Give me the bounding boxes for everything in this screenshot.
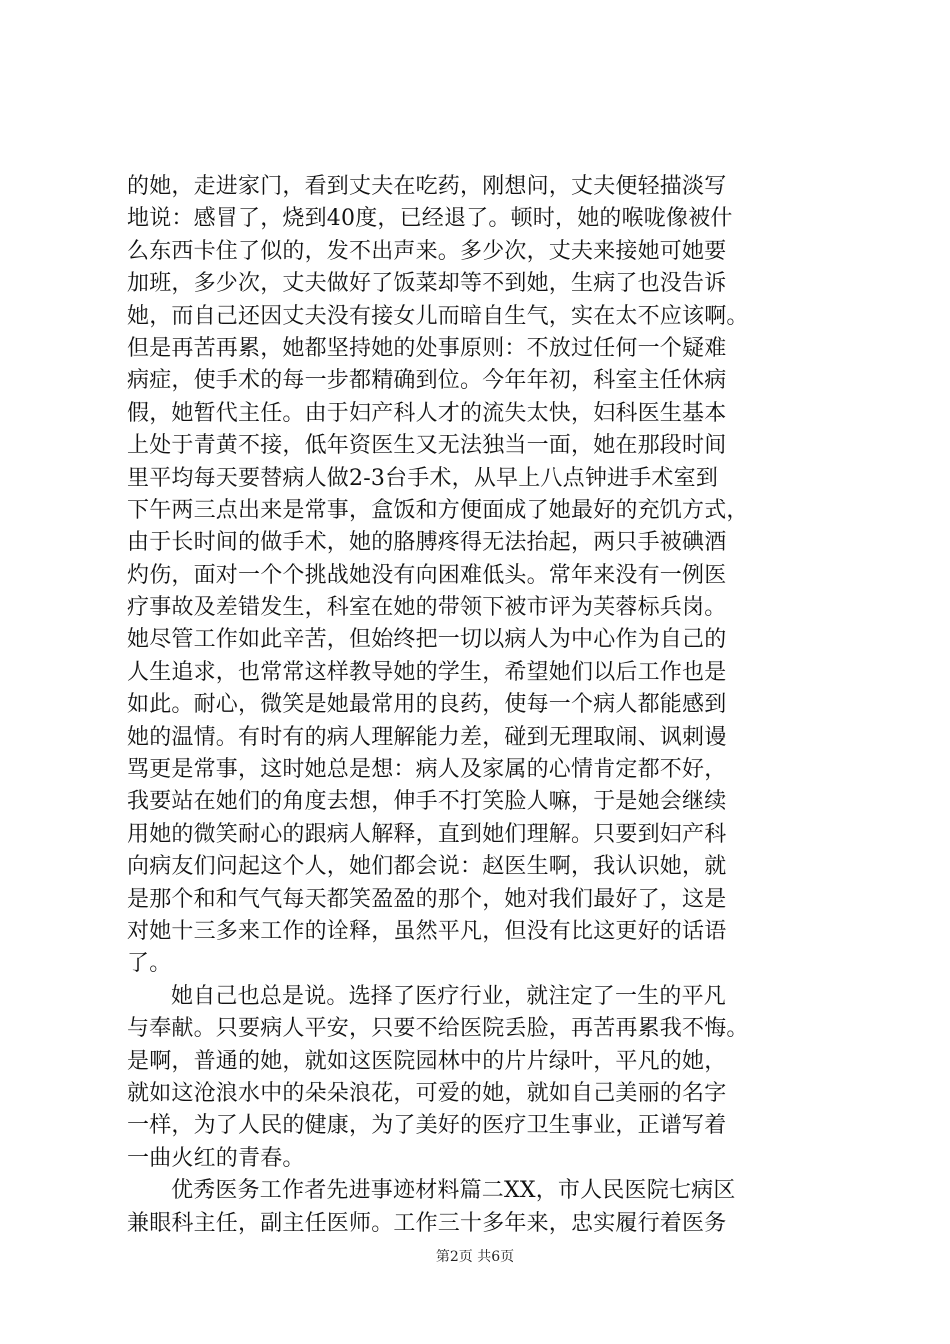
page-number-footer: 第2页 共6页 xyxy=(435,1249,515,1265)
text-line: 她尽管工作如此辛苦，但始终把一切以病人为中心作为自己的 xyxy=(127,627,727,653)
paragraph-start-line: 优秀医务工作者先进事迹材料篇二XX，市人民医院七病区 xyxy=(171,1178,736,1204)
text-line: 了。 xyxy=(127,951,172,977)
text-line: 是啊，普通的她，就如这医院园林中的片片绿叶，平凡的她， xyxy=(127,1048,727,1074)
text-line: 里平均每天要替病人做2-3台手术，从早上八点钟进手术室到 xyxy=(127,465,719,491)
text-line: 用她的微笑耐心的跟病人解释，直到她们理解。只要到妇产科 xyxy=(127,821,727,847)
text-line: 兼眼科主任，副主任医师。工作三十多年来，忠实履行着医务 xyxy=(127,1210,727,1236)
text-line: 加班，多少次，丈夫做好了饭菜却等不到她，生病了也没告诉 xyxy=(127,271,727,297)
text-line: 的她，走进家门，看到丈夫在吃药，刚想问，丈夫便轻描淡写 xyxy=(127,174,727,199)
text-line: 灼伤，面对一个个挑战她没有向困难低头。常年来没有一例医 xyxy=(127,562,727,588)
text-line: 下午两三点出来是常事，盒饭和方便面成了她最好的充饥方式， xyxy=(127,497,749,523)
text-line: 骂更是常事，这时她总是想：病人及家属的心情肯定都不好， xyxy=(127,757,727,783)
text-line: 她的温情。有时有的病人理解能力差，碰到无理取闹、讽刺谩 xyxy=(127,724,727,750)
text-line: 病症，使手术的每一步都精确到位。今年年初，科室主任休病 xyxy=(127,368,727,394)
text-line: 就如这沧浪水中的朵朵浪花，可爱的她，就如自己美丽的名字 xyxy=(127,1080,727,1106)
text-line: 我要站在她们的角度去想，伸手不打笑脸人嘛，于是她会继续 xyxy=(127,789,727,815)
text-line: 上处于青黄不接，低年资医生又无法独当一面，她在那段时间 xyxy=(127,433,727,459)
text-line: 向病友们问起这个人，她们都会说：赵医生啊，我认识她，就 xyxy=(127,854,727,880)
text-line: 地说：感冒了，烧到40度，已经退了。顿时，她的喉咙像被什 xyxy=(127,206,733,232)
text-line: 她，而自己还因丈夫没有接女儿而暗自生气，实在太不应该啊。 xyxy=(127,303,749,329)
text-line: 但是再苦再累，她都坚持她的处事原则：不放过任何一个疑难 xyxy=(127,335,727,361)
text-line: 是那个和和气气每天都笑盈盈的那个，她对我们最好了，这是 xyxy=(127,886,727,912)
text-line: 一样，为了人民的健康，为了美好的医疗卫生事业，正谱写着 xyxy=(127,1113,727,1139)
text-line: 由于长时间的做手术，她的胳膊疼得无法抬起，两只手被碘酒 xyxy=(127,530,727,556)
text-line: 如此。耐心，微笑是她最常用的良药，使每一个病人都能感到 xyxy=(127,692,727,718)
text-line: 人生追求，也常常这样教导她的学生，希望她们以后工作也是 xyxy=(127,659,727,685)
text-line: 么东西卡住了似的，发不出声来。多少次，丈夫来接她可她要 xyxy=(127,238,727,264)
paragraph-start-line: 她自己也总是说。选择了医疗行业，就注定了一生的平凡 xyxy=(171,983,727,1009)
text-line: 假，她暂代主任。由于妇产科人才的流失太快，妇科医生基本 xyxy=(127,400,727,426)
text-line: 一曲火红的青春。 xyxy=(127,1145,305,1171)
text-line: 疗事故及差错发生，科室在她的带领下被市评为芙蓉标兵岗。 xyxy=(127,595,727,621)
text-line: 与奉献。只要病人平安，只要不给医院丢脸，再苦再累我不悔。 xyxy=(127,1016,749,1042)
text-line: 对她十三多来工作的诠释，虽然平凡，但没有比这更好的话语 xyxy=(127,918,727,944)
document-body xyxy=(127,171,834,1240)
